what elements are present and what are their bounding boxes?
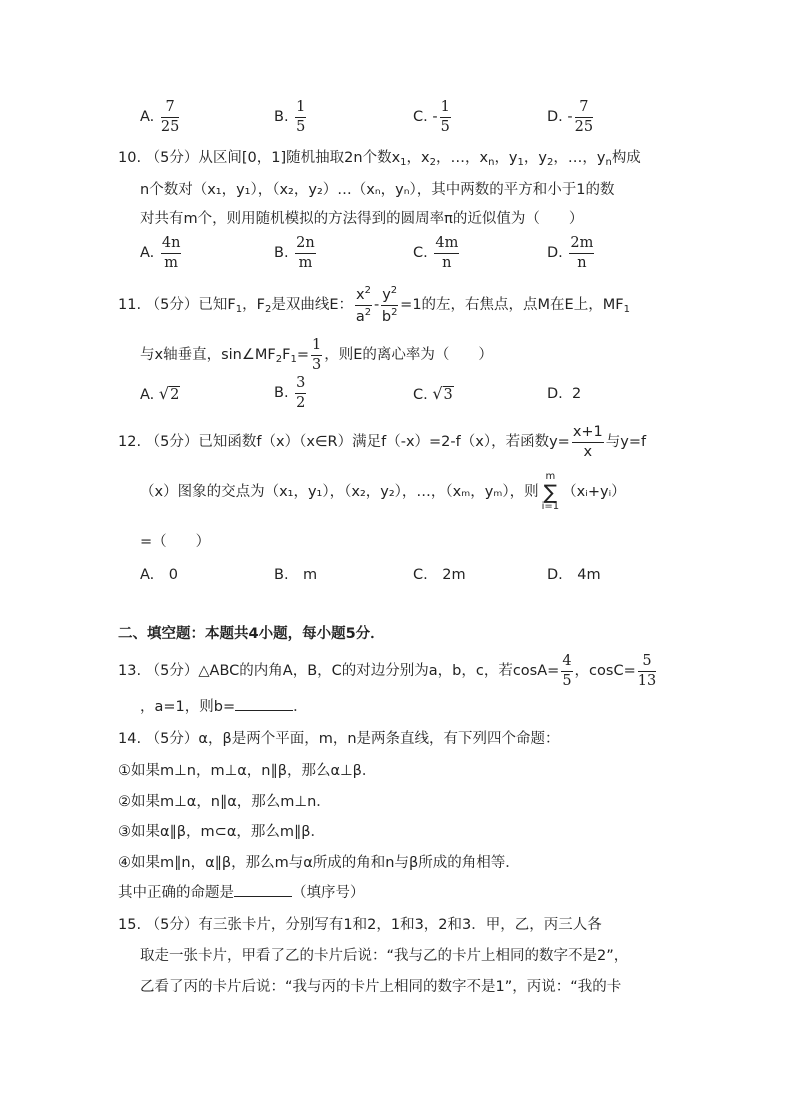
q9-option-d — [547, 100, 595, 134]
option-value: 2 — [572, 386, 582, 402]
denominator: m — [164, 254, 179, 271]
denominator: 3 — [311, 356, 322, 373]
q11-option-b — [274, 376, 308, 410]
option-label: B. — [274, 385, 289, 401]
q13-text: 13. （5分）△ABC的内角A，B，C的对边分别为a，b，c，若cosA= — [118, 663, 560, 679]
denominator: a — [355, 308, 365, 325]
q10-option-a — [140, 236, 183, 270]
q14-proposition-2: ②如果m⊥α，n∥α，那么m⊥n． — [118, 794, 331, 810]
q10-frag: ，x — [406, 150, 430, 166]
radicand: 2 — [170, 387, 180, 403]
q14-line-1: 14. （5分）α，β是两个平面，m，n是两条直线，有下列四个命题： — [118, 731, 560, 747]
q12-option-b: B. m — [274, 567, 318, 583]
minus-sign: - — [567, 109, 573, 125]
denominator: n — [442, 254, 452, 271]
q10-frag: ，…，x — [436, 150, 489, 166]
q10-line-2: n个数对（x₁，y₁），（x₂，y₂）…（xₙ，yₙ），其中两数的平方和小于1的数 — [140, 182, 615, 198]
q12-line-3: =（ ） — [140, 534, 211, 550]
q14-text: 其中正确的命题是 — [118, 885, 234, 901]
q11-option-a — [140, 384, 180, 403]
q13-line-2 — [140, 695, 308, 716]
q12-line-2 — [140, 472, 626, 512]
minus-sign: - — [373, 297, 380, 313]
fraction — [572, 425, 604, 459]
q12-text: （x）图象的交点为（x₁，y₁），（x₂，y₂），…，（xₘ，yₘ），则 — [140, 484, 539, 500]
denominator: 13 — [637, 672, 657, 689]
fraction — [434, 236, 459, 270]
q14-ask — [118, 881, 365, 902]
fraction — [161, 100, 179, 134]
numerator: 7 — [575, 100, 593, 118]
q10-frag: ，y — [523, 150, 547, 166]
q13-text: ，a=1，则b= — [140, 699, 236, 715]
q11-line-2: 与x轴垂直，$\sin\angle MF_2F_1=$ $\frac{1}{3}$ ，则E的离心率为（ ） — [140, 337, 493, 373]
denominator: b — [381, 308, 392, 325]
fraction — [575, 100, 593, 134]
option-label: A. — [140, 387, 155, 403]
q13-text: ，cosC= — [574, 663, 636, 679]
q11-option-d — [547, 386, 581, 402]
numerator: 4m — [434, 236, 459, 254]
denominator: 25 — [160, 118, 180, 135]
q9-option-c — [413, 100, 453, 134]
option-label: D. — [547, 386, 563, 402]
q12-option-d: D. 4m — [547, 567, 601, 583]
denominator: 5 — [296, 118, 306, 135]
summation — [542, 472, 560, 512]
q11-option-c — [413, 384, 454, 403]
fraction — [311, 338, 322, 372]
q10-frag: ，…，y — [553, 150, 606, 166]
numerator: 7 — [161, 100, 179, 118]
option-label: C. — [413, 387, 428, 403]
fraction — [295, 376, 306, 410]
numerator: 1 — [311, 338, 322, 356]
sum-upper: m — [545, 471, 556, 482]
q11-text: ，F — [242, 297, 265, 313]
numerator: x — [356, 287, 365, 303]
exponent: 2 — [364, 285, 371, 296]
sqrt: √2 — [158, 384, 180, 403]
fraction — [295, 100, 306, 134]
option-label: B. — [274, 245, 289, 261]
numerator: 4 — [561, 654, 572, 672]
q10-frag: ，y — [494, 150, 518, 166]
exponent: 2 — [364, 306, 372, 318]
q9-option-b — [274, 100, 308, 134]
q10-line-3: 对共有m个，则用随机模拟的方法得到的圆周率π的近似值为（ ） — [140, 211, 584, 227]
denominator: x — [583, 443, 593, 460]
fraction — [295, 236, 316, 270]
q15-line-1: 15. （5分）有三张卡片，分别写有1和2，1和3，2和3．甲，乙，丙三人各 — [118, 917, 602, 933]
option-label: B. — [274, 109, 289, 125]
q10-option-c — [413, 236, 461, 270]
numerator: 2n — [295, 236, 316, 254]
numerator: 4n — [161, 236, 182, 254]
fraction — [355, 286, 372, 324]
fraction — [440, 100, 451, 134]
q10-line-1: 10. （5分）从区间[0，1]随机抽取2n个数$x_1$，$x_2$，…，$x_n$，$y_1$，$y_2$，…，$y_n$构成 — [118, 150, 641, 168]
q13-text: ． — [293, 699, 308, 715]
answer-blank[interactable] — [234, 884, 292, 897]
q11-text: =1的左，右焦点，点M在E上，MF — [400, 297, 624, 313]
q15-line-2: 取走一张卡片，甲看了乙的卡片后说：“我与乙的卡片上相同的数字不是2”， — [140, 948, 629, 964]
fraction — [161, 236, 182, 270]
q11-line-1: 11. （5分）已知$F_1$，$F_2$是双曲线E： $\frac{x^2}{a^2}$ - $\frac{y^2}{b^2}$ =1的左，右焦点，点M在E上，$MF_1$ — [118, 285, 630, 325]
q12-option-a: A. 0 — [140, 567, 178, 583]
q10-option-d — [547, 236, 596, 270]
fraction — [561, 654, 572, 688]
fraction — [569, 236, 594, 270]
fraction — [638, 654, 656, 688]
numerator: 1 — [295, 100, 306, 118]
option-label: D. — [547, 245, 563, 261]
q13-line-1 — [118, 654, 658, 688]
q14-text: （填序号） — [292, 885, 365, 901]
answer-blank[interactable] — [235, 698, 293, 711]
q11-text: = — [296, 347, 309, 363]
q11-text: 与x轴垂直，sin∠MF — [140, 347, 276, 363]
numerator: 1 — [440, 100, 451, 118]
option-label: A. — [140, 245, 155, 261]
exponent: 2 — [391, 306, 398, 318]
q11-text: F — [282, 347, 291, 363]
numerator: 5 — [638, 654, 656, 672]
numerator: 2m — [569, 236, 594, 254]
q11-text: 是双曲线E： — [271, 297, 353, 313]
numerator: 3 — [295, 376, 306, 394]
q15-line-3: 乙看了丙的卡片后说：“我与丙的卡片上相同的数字不是1”，丙说：“我的卡 — [140, 979, 622, 995]
q11-text: ，则E的离心率为（ ） — [324, 347, 493, 363]
q10-option-b — [274, 236, 318, 270]
sigma: ∑ — [543, 480, 558, 504]
q10-text-1: 10. （5分）从区间[0，1]随机抽取2n个数x — [118, 150, 401, 166]
fraction — [381, 286, 398, 324]
q14-proposition-4: ④如果m∥n，α∥β，那么m与α所成的角和n与β所成的角相等． — [118, 855, 520, 871]
q12-option-c: C. 2m — [413, 567, 466, 583]
sqrt: √3 — [432, 384, 453, 403]
q12-line-1 — [118, 425, 646, 459]
numerator: y — [382, 287, 391, 303]
q12-text: 12. （5分）已知函数f（x）（x∈R）满足f（-x）=2-f（x），若函数y= — [118, 434, 570, 450]
denominator: n — [577, 254, 587, 271]
minus-sign: - — [432, 109, 438, 125]
numerator: x+1 — [572, 425, 604, 443]
q14-proposition-3: ③如果α∥β，m⊂α，那么m∥β． — [118, 824, 326, 840]
denominator: 5 — [440, 118, 450, 135]
q9-option-a — [140, 100, 181, 134]
denominator: 5 — [562, 672, 572, 689]
option-label: A. — [140, 109, 155, 125]
option-label: D. — [547, 109, 563, 125]
denominator: 25 — [574, 118, 594, 135]
q14-proposition-1: ①如果m⊥n，m⊥α，n∥β，那么α⊥β． — [118, 763, 377, 779]
denominator: 2 — [296, 394, 306, 411]
exponent: 2 — [390, 285, 398, 296]
q12-text: （xᵢ+yᵢ） — [562, 484, 626, 500]
option-label: C. — [413, 245, 428, 261]
q10-frag: 构成 — [611, 150, 641, 166]
radicand: 3 — [443, 387, 453, 403]
option-label: C. — [413, 109, 428, 125]
denominator: m — [298, 254, 313, 271]
sum-lower: i=1 — [541, 501, 560, 512]
section-heading: 二、填空题：本题共4小题，每小题5分． — [118, 626, 385, 642]
q11-text: 11. （5分）已知F — [118, 297, 236, 313]
q12-text: 与y=f — [605, 434, 647, 450]
